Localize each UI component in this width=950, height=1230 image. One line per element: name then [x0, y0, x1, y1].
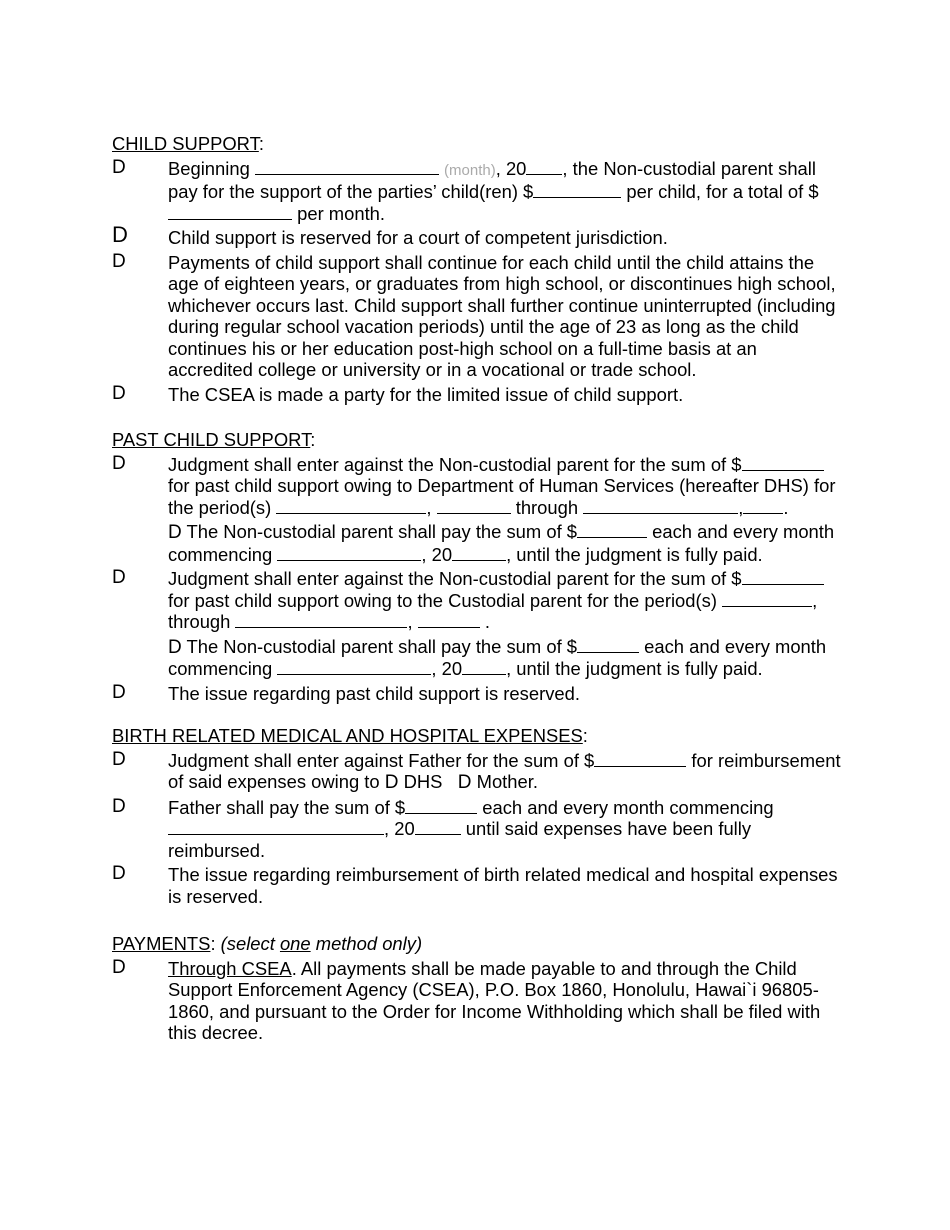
dhs-checkbox-icon[interactable]: D: [384, 772, 399, 793]
checkbox-icon[interactable]: D: [112, 956, 126, 978]
birth-judgment-amount-blank[interactable]: [594, 751, 686, 767]
csea-party-item: D The CSEA is made a party for the limited issue of child support.: [112, 382, 684, 405]
birth-commencing-year-blank[interactable]: [415, 819, 461, 835]
through-csea-item: D Through CSEA. All payments shall be made payable to and through the Child Support Enforcement Agency (CSEA), P.O. Box 1860, Honolulu, Hawai`i 96805-1860, and pursuant to the Order for Income Withholding which shall be filed with this decree.: [112, 956, 821, 1043]
checkbox-icon[interactable]: D: [112, 250, 126, 272]
birth-judgment-item: D Judgment shall enter against Father for the sum of $ for reimbursement of said expenses owing to D DHS D Mother.: [112, 748, 841, 793]
through-csea-label: Through CSEA: [168, 957, 292, 979]
birth-monthly-amount-blank[interactable]: [405, 798, 477, 814]
dhs-amount-blank[interactable]: [742, 455, 824, 471]
payments-heading: PAYMENTS: (select one method only): [112, 933, 423, 954]
custodial-commencing-blank[interactable]: [277, 659, 431, 675]
checkbox-icon[interactable]: D: [112, 748, 126, 770]
birth-reserved-item: D The issue regarding reimbursement of birth related medical and hospital expenses is reserved.: [112, 863, 838, 907]
past-child-support-heading: PAST CHILD SUPPORT:: [112, 429, 316, 450]
dhs-through-year-blank[interactable]: [743, 498, 783, 514]
mother-checkbox-icon[interactable]: D: [457, 772, 472, 793]
birth-expenses-section: [112, 725, 842, 910]
custodial-period-blank[interactable]: [722, 591, 812, 607]
child-support-continue-item: D Payments of child support shall continue for each child until the child attains the age of eighteen years, or graduates from high school, or discontinues high school, whichever occurs last. Child support shall further continue uninterrupted (including during regular school vacation periods) until the age of 23 as long as the child continues his or her education post-high school on a full-time basis at an accredited college or university or in a vocational or trade school.: [112, 250, 836, 380]
checkbox-icon[interactable]: D: [168, 522, 182, 543]
checkbox-icon[interactable]: D: [168, 636, 182, 658]
checkbox-icon[interactable]: D: [112, 156, 126, 178]
custodial-amount-blank[interactable]: [742, 569, 824, 585]
payments-section: [112, 933, 842, 1047]
dhs-period-blank[interactable]: [276, 498, 426, 514]
dhs-monthly-amount-blank[interactable]: [577, 522, 647, 538]
year-blank[interactable]: [526, 159, 562, 175]
past-support-custodial-item: D Judgment shall enter against the Non-custodial parent for the sum of $ for past child support owing to the Custodial parent for the period(s) , through , . D The Non-custodial parent shall pay the sum of $ each and every month commencing , 20 , until the judgment is fully paid.: [112, 568, 842, 680]
month-blank[interactable]: [255, 159, 439, 175]
checkbox-icon[interactable]: D: [112, 452, 126, 474]
birth-commencing-blank[interactable]: [168, 819, 384, 835]
past-support-reserved-item: D The issue regarding past child support is reserved.: [112, 681, 580, 704]
dhs-period-year-blank[interactable]: [437, 498, 511, 514]
child-support-heading: CHILD SUPPORT:: [112, 133, 264, 154]
checkbox-icon[interactable]: D: [112, 222, 128, 247]
checkbox-icon[interactable]: D: [112, 681, 126, 703]
custodial-through-year-blank[interactable]: [418, 612, 480, 628]
payments-note: (select one method only): [220, 933, 423, 954]
past-child-support-section: [112, 429, 842, 707]
dhs-installment-option: D The Non-custodial parent shall pay the sum of $ each and every month commencing , 20 , until the judgment is fully paid.: [168, 521, 835, 565]
custodial-commencing-year-blank[interactable]: [462, 659, 506, 675]
per-child-amount-blank[interactable]: [533, 182, 621, 198]
birth-monthly-item: D Father shall pay the sum of $ each and every month commencing , 20 until said expenses have been fully reimbursed.: [112, 795, 774, 861]
child-support-reserved-item: D Child support is reserved for a court of competent jurisdiction.: [112, 222, 668, 248]
child-support-section: [112, 133, 842, 408]
checkbox-icon[interactable]: D: [112, 795, 126, 817]
past-support-dhs-item: D Judgment shall enter against the Non-custodial parent for the sum of $ for past child support owing to Department of Human Services (hereafter DHS) for the period(s) , through , . D The Non-custodial parent shall pay the sum of $ each and every month commencing , 20 , until the judgment is fully paid.: [112, 454, 842, 566]
child-support-beginning-item: D Beginning (month), 20 , the Non-custodial parent shall pay for the support of the parties’ child(ren) $ per child, for a total of $ per month.: [112, 156, 819, 224]
dhs-commencing-blank[interactable]: [277, 545, 421, 561]
custodial-monthly-amount-blank[interactable]: [577, 637, 639, 653]
total-amount-blank[interactable]: [168, 204, 292, 220]
checkbox-icon[interactable]: D: [112, 382, 126, 404]
month-hint: (month): [444, 161, 496, 179]
dhs-commencing-year-blank[interactable]: [452, 545, 506, 561]
custodial-installment-option: D The Non-custodial parent shall pay the sum of $ each and every month commencing , 20 , until the judgment is fully paid.: [168, 635, 827, 679]
dhs-through-blank[interactable]: [583, 498, 738, 514]
custodial-through-blank[interactable]: [235, 612, 407, 628]
birth-expenses-heading: BIRTH RELATED MEDICAL AND HOSPITAL EXPENSES:: [112, 725, 588, 746]
checkbox-icon[interactable]: D: [112, 863, 126, 884]
checkbox-icon[interactable]: D: [112, 567, 126, 588]
